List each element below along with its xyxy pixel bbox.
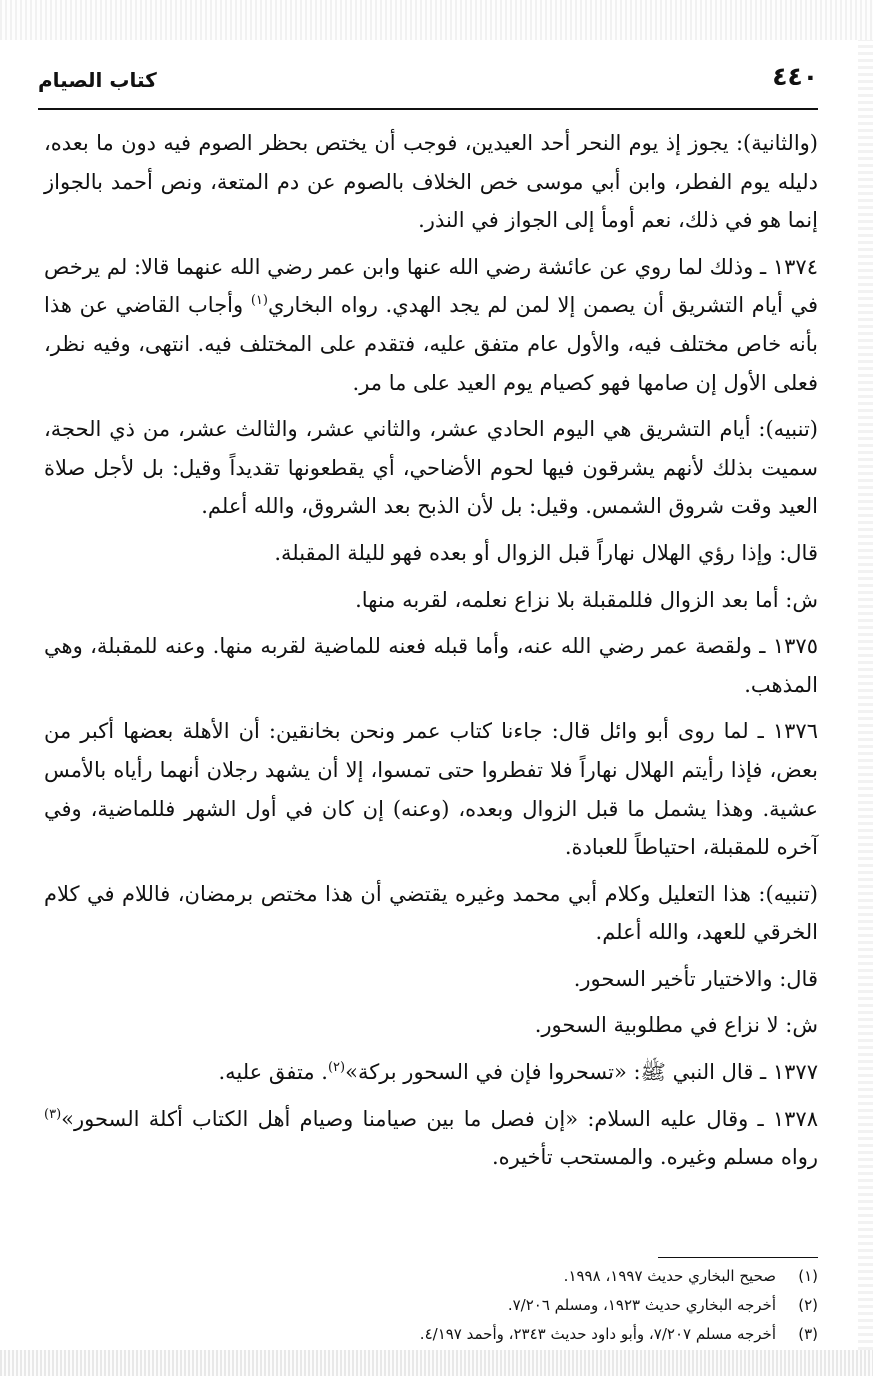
body-text — [44, 124, 818, 1185]
page-number: ٤٤٠ — [772, 62, 818, 91]
footnote-item — [44, 1320, 818, 1349]
page-header — [38, 62, 818, 102]
footnotes — [44, 1262, 818, 1349]
footnote-text: أخرجه البخاري حديث ١٩٢٣، ومسلم ٧/٢٠٦. — [507, 1296, 776, 1314]
footnote-text: أخرجه مسلم ٧/٢٠٧، وأبو داود حديث ٢٣٤٣، وأحمد ٤/١٩٧. — [419, 1325, 776, 1343]
paragraph-qala-suhoor: قال: والاختيار تأخير السحور. — [573, 966, 818, 991]
footnote-ref-3: (٣) — [44, 1106, 62, 1122]
paragraph-sharh-suhoor: ش: لا نزاع في مطلوبية السحور. — [534, 1013, 818, 1038]
paragraph-sharh-hilal: ش: أما بعد الزوال فللمقبلة بلا نزاع نعلمه، لقربه منها. — [355, 587, 818, 612]
running-title: كتاب الصيام — [38, 68, 157, 92]
footnote-item — [44, 1291, 818, 1320]
paragraph-text: وأجاب القاضي عن هذا بأنه خاص مختلف فيه، والأول عام متفق عليه، فتقدم على المختلف فيه. انتهى، وفيه نظر، فعلى الأول إن صامها فهو كصيام يوم العيد على ما مر. — [44, 293, 818, 395]
paragraph-text: ١٣٧٨ ـ وقال عليه السلام: «إن فصل ما بين صيامنا وصيام أهل الكتاب أكلة السحور» — [61, 1106, 818, 1131]
paragraph-notice-tashreeq: (تنبيه): أيام التشريق هي اليوم الحادي عشر، والثاني عشر، والثالث عشر، من ذي الحجة، سميت بذلك لأنهم يشرقون فيها لحوم الأضاحي، أي يقطعونها تقديداً وقيل: بل لأجل صلاة العيد وقت شروق الشمس. وقيل: بل لأن الذبح بعد الشروق، والله أعلم. — [44, 417, 818, 519]
paragraph-text: ١٣٧٧ ـ قال النبي ﷺ: «تسحروا فإن في السحور بركة» — [345, 1060, 818, 1085]
footnote-number: (٢) — [798, 1296, 818, 1314]
paragraph-second-opinion: (والثانية): يجوز إذ يوم النحر أحد العيدين، فوجب أن يختص بحظر الصوم فيه دون ما بعده، دليله يوم الفطر، وابن أبي موسى خص الخلاف بالصوم عن دم المتعة، ونص أحمد بالجواز إنما هو في ذلك، نعم أومأ إلى الجواز في النذر. — [44, 131, 818, 233]
paragraph-text: ١٣٧٤ ـ وذلك لما روي عن عائشة رضي الله عنها وابن عمر رضي الله عنهما قالا: لم يرخص في أيام التشريق أن يصمن إلا لمن لم يجد الهدي. رواه البخاري — [44, 254, 818, 318]
scan-edge-bottom — [0, 1350, 873, 1376]
paragraph-qala-hilal: قال: وإذا رؤي الهلال نهاراً قبل الزوال أو بعده فهو لليلة المقبلة. — [274, 540, 818, 565]
paragraph-hadith-1375: ١٣٧٥ ـ ولقصة عمر رضي الله عنه، وأما قبله فعنه للماضية لقربه منها. وعنه للمقبلة، وهي المذهب. — [44, 634, 818, 697]
paragraph-hadith-1378 — [44, 1100, 818, 1177]
scan-edge-right — [858, 40, 873, 1350]
footnote-ref-2: (٢) — [327, 1060, 346, 1076]
paragraph-text: . متفق عليه. — [218, 1060, 328, 1085]
paragraph-text: رواه مسلم وغيره. والمستحب تأخيره. — [491, 1145, 818, 1170]
paragraph-hadith-1374 — [44, 248, 818, 402]
footnote-text: صحيح البخاري حديث ١٩٩٧، ١٩٩٨. — [563, 1267, 776, 1285]
paragraph-notice-ramadan: (تنبيه): هذا التعليل وكلام أبي محمد وغيره يقتضي أن هذا مختص برمضان، فاللام في كلام الخرقي للعهد، والله أعلم. — [44, 881, 818, 945]
header-rule — [38, 108, 818, 110]
footnote-number: (١) — [798, 1267, 818, 1285]
footnote-number: (٣) — [798, 1325, 818, 1343]
paragraph-hadith-1377 — [44, 1053, 818, 1092]
paragraph-hadith-1376: ١٣٧٦ ـ لما روى أبو وائل قال: جاءنا كتاب عمر ونحن بخانقين: أن الأهلة بعضها أكبر من بعض، فإذا رأيتم الهلال نهاراً فلا تفطروا حتى تمسوا، إلا أن يشهد رجلان أنهما رأياه بالأمس عشية. وهذا يشمل ما قبل الزوال وبعده، (وعنه) إن كان في أول الشهر فللماضية، وفي آخره للمقبلة، احتياطاً للعبادة. — [44, 719, 818, 860]
scan-edge-top — [0, 0, 873, 40]
footnote-ref-1: (١) — [250, 293, 268, 309]
footnote-rule — [658, 1257, 818, 1258]
footnote-item — [44, 1262, 818, 1291]
